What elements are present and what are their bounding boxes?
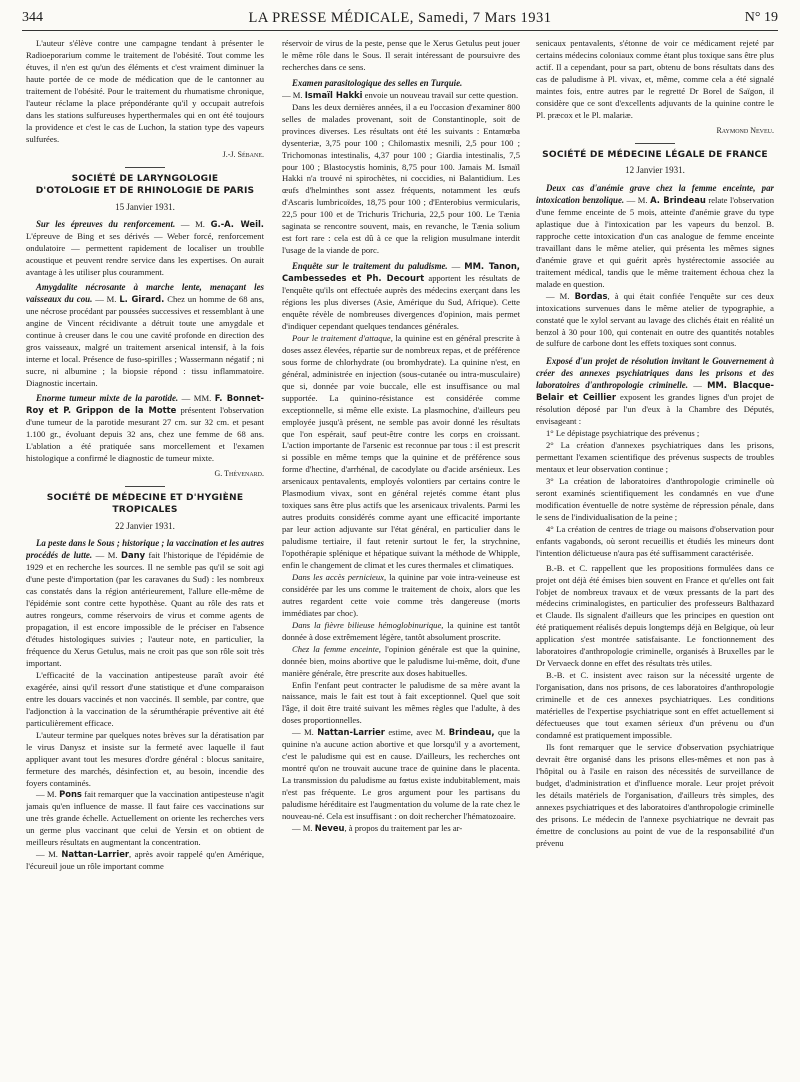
paragraph-text: la quinine par voie intra-veineuse est considérée par les uns comme le traitement de choix, alors que les autres regardent cette voie comme très dangereuse (morts immédiates par choc). xyxy=(282,571,520,618)
paragraph: — M. Nattan-Larrier, après avoir rappelé qu'en Amérique, l'écureuil joue un rôle important comme xyxy=(26,849,264,872)
article-text: Chez un homme de 68 ans, une nécrose procédant par poussées successives et ressemblant à une angine de Vincent récidivante a détruit toute une amygdale et continue à creuser dans le cou une cavité profonde en direction des gros vaisseaux, malgré un traitement arsenical intensif, à la fois interne et local. Présence de fuso-spirilles ; Wassermann négatif ; ni sucre, ni albumine ; la biopsie répond : tissu inflammatoire. Diagnostic incertain. xyxy=(26,294,264,388)
list-item: 4° La création de centres de triage ou maisons d'observation pour enfants vagabonds, où seront recueillis et étudiés les mineurs dont l'intention délictueuse n'aura pas été suffisamment caractérisée. xyxy=(536,523,774,558)
article: La peste dans le Sous ; historique ; la vaccination et les autres procédés de lutte. — M. Dany fait l'historique de l'épidémie de 1929 et en recherche les sources. Il ne semble pas qu'il se soit agi d'une peste d'importation (par les caravanes du Sud) : les nombreux cas constatés dans la région antérieurement, l'allure elle-même de l'épidémie sont contre cette hypothèse. Quant au rôle des rats et autres rongeurs, comme réservoirs de virus et comme agents de propagation, il est encore impossible de le préciser en l'absence d'études histologiques suivies ; l'auteur note, en particulier, la fréquence du Xerus Getulus, mais ne croit pas que son rôle soit très important. xyxy=(26,538,264,668)
section-heading-line: SOCIÉTÉ DE LARYNGOLOGIE xyxy=(71,173,219,184)
paragraph: — M. Bordas, à qui était confiée l'enquête sur ces deux intoxications survenues dans le même atelier de typographie, a constaté que le xylol servant au lavage des clichés était en réalité un benzol à 30 pour 100, qui contenait en outre des quantités notables de sulfure de carbone dont les effets toxiques sont connus. xyxy=(536,290,774,349)
issue-number: N° 19 xyxy=(744,10,778,25)
paragraph xyxy=(282,333,520,572)
paragraph: Ils font remarquer que le service d'observation psychiatrique devrait être organisé dans les prisons elles-mêmes et non pas à l'hôpital ou à l'asile en raison des nécessités de surveillance de budget, d'administration et d'influence morale. Leur projet prévoit les détails matériels de l'organisation, d'ailleurs très simples, des annexes psychiatriques et des laboratoires d'anthropologie criminelle des prisons. Le médecin de l'annexe psychiatrique ne devrait pas émettre de conclusions au point de vue de la responsabilité d'un prévenu xyxy=(536,741,774,848)
column-2 xyxy=(282,38,520,1074)
paragraph-lead: Dans les accès pernicieux, xyxy=(292,571,387,582)
signature: Raymond Neveu. xyxy=(716,125,774,135)
article-title: Examen parasitologique des selles en Turquie. xyxy=(292,77,463,88)
article: Deux cas d'anémie grave chez la femme enceinte, par intoxication benzolique. — M. A. Brindeau relate l'observation d'une femme enceinte de 5 mois, atteinte d'anémie grave du type aplastique due à l'intoxication par les vapeurs du benzol. B. rapproche cette intoxication d'un cas analogue de femme enceinte travaillant dans le même atelier, qui présenta les mêmes signes d'anémie grave et qui guérit après hystérectomie associée au traitement médical, tandis que le même traitement échoua chez la malade en question. xyxy=(536,183,774,289)
article-text: apportent les résultats de l'enquête qu'ils ont effectuée auprès des médecins exerçant dans les régions les plus diverses (Asie, Amérique du Sud, Afrique). Cette enquête révèle de nombreuses divergences d'opinion, mais permet d'indiquer cependant quelques tendances générales. xyxy=(282,273,520,331)
article-title: Amygdalite nécrosante à marche lente, menaçant les vaisseaux du cou. xyxy=(26,282,264,305)
paragraph-lead: Dans la fièvre bilieuse hémoglobinurique, xyxy=(292,619,444,630)
paragraph: — M. Pons fait remarquer que la vaccination antipesteuse n'agit jamais qu'en influence de masse. Il faut faire ces vaccinations sur une très grande échelle. Actuellement on oriente les recherches vers un germe plus vaccinant que celui de Yersin et on obtient de meilleurs résultats en augmentant la concentration. xyxy=(26,789,264,848)
paragraph: Dans les deux dernières années, il a eu l'occasion d'examiner 800 selles de malades provenant, soit de Constantinople, soit de provinces diverses. Les résultats ont été les suivants : Entamœba dysenteriæ, 3,75 pour 100 ; Chilomastix mesnili, 2,5 pour 100 ; Trichomonas intestinalis, 4,37 pour 100 ; Giardia intestinalis, 7,5 pour 100 ; Blastocystis hominis, 8,75 pour 100. Jamais M. Ismaïl Hakki n'a trouvé ni spirochètes, ni coccidies, ni Balantidium. Les œufs d'helminthes sont assez fréquents, notamment les œufs d'Ascaris lumbricoïdes, 18,75 pour 100 ; d'Enterobius vermicularis, 22,5 pour 100 et de Trichuris Trichuria, 22,5 pour 100. Le Tænia saginata se rencontre souvent, mais, en revanche, le Tænia solium est fort rare : cela est dû à ce que la religion musulmane interdit l'usage de la viande de porc. xyxy=(282,101,520,256)
author-names: F. Bonnet-Roy et P. Grippon de la Motte xyxy=(26,392,264,415)
article-text: L'épreuve de Bing et ses dérivés — Weber forcé, renforcement ondulatoire — permettent rapidement de localiser un troublle acoustique et peuvent rendre service dans les expertises. On aurait avantage à les utiliser plus couramment. xyxy=(26,231,264,278)
column-3 xyxy=(536,38,774,1074)
divider xyxy=(635,143,675,144)
section-heading-line: D'OTOLOGIE ET DE RHINOLOGIE DE PARIS xyxy=(35,186,255,197)
article-text: présentent l'observation d'une tumeur de la parotide mesurant 27 cm. sur 32 cm. et pesant 1.100 gr., évoluant depuis 32 ans, chez une femme de 68 ans. L'ablation a été pratiquée sans morcellement et l'examen histologique a confirmé le diagnostic de tumeur mixte. xyxy=(26,404,264,463)
divider xyxy=(125,167,165,168)
session-date: 22 Janvier 1931. xyxy=(115,520,175,531)
paragraph-text: l'opinion générale est que la quinine, donnée bien, moins abortive que le paludisme lui-même, doit, d'une manière générale, être prescrite aux doses habituelles. xyxy=(282,643,520,678)
paragraph-text: que la quinine n'a aucune action abortive et que lorsqu'il y a avortement, c'est le paludisme qui est en cause. D'ailleurs, les recherches ont montré qu'on ne trouvait aucune trace de quinine dans le placenta. La transmission du paludisme au fœtus existe indubitablement, mais n'est pas fréquente. Le gros argument pour les partisans du paludisme héréditaire est l'augmentation du volume de la rate chez le nouveau-né. Cela est insuffisant : on doit rechercher l'hématozoaire. xyxy=(282,727,520,821)
list-item: 3° La création de laboratoires d'anthropologie criminelle où seront examinés scientifiquement les condamnés en vue d'une modification éventuelle de notre système de répression pénale, dans le sens de l'individualisation de la peine ; xyxy=(536,475,774,522)
author-name: Nattan-Larrier xyxy=(317,727,385,738)
paragraph xyxy=(282,620,520,644)
paragraph xyxy=(282,572,520,620)
section-heading: SOCIÉTÉ DE MÉDECINE LÉGALE DE FRANCE xyxy=(542,149,768,160)
journal-title: LA PRESSE MÉDICALE, Samedi, 7 Mars 1931 xyxy=(248,10,552,26)
article: Sur les épreuves du renforcement. — M. G.-A. Weil. L'épreuve de Bing et ses dérivés — Weber forcé, renforcement ondulatoire — permettent rapidement de localiser un troublle acoustique et peuvent rendre service dans les expertises. On aurait avantage à les utiliser plus couramment. xyxy=(26,219,264,278)
paragraph: réservoir de virus de la peste, pense que le Xerus Getulus peut jouer le même rôle dans le Sous. Il serait intéressant de poursuivre des recherches dans ce sens. xyxy=(282,38,520,72)
article-title: Enquête sur le traitement du paludisme. xyxy=(292,261,448,272)
article-text: fait l'historique de l'épidémie de 1929 et en recherche les sources. Il ne semble pas qu'il se soit agi d'une peste d'importation (par les caravanes du Sud) : les nombreux cas constatés dans la région antérieurement, l'allure elle-même de l'épidémie sont contre cette hypothèse. Quant au rôle des rats et autres rongeurs, comme réservoirs de virus et comme agents de propagation, il est encore impossible de le préciser en l'absence d'études histologiques suivies ; l'auteur note, en particulier, la fréquence du Xerus Getulus, mais ne croit pas que son rôle soit très important. xyxy=(26,550,264,668)
author-name: Ismaïl Hakki xyxy=(304,89,363,100)
author-name: Neveu xyxy=(314,822,345,833)
paragraph-lead: Chez la femme enceinte, xyxy=(292,643,381,654)
author-name: Nattan-Larrier xyxy=(61,849,130,860)
author-name: G.-A. Weil. xyxy=(210,219,264,230)
article-text: relate l'observation d'une femme enceinte de 5 mois, atteinte d'anémie grave du type aplastique due à l'intoxication par les vapeurs du benzol. B. rapproche cette intoxication d'un cas analogue de femme enceinte travaillant dans le même atelier, qui présenta les mêmes signes d'anémie grave et qui guérit après hystérectomie associée au traitement médical, tandis que le même traitement échoua chez la malade en question. xyxy=(536,195,774,289)
article-text: envoie un nouveau travail sur cette question. xyxy=(364,89,519,100)
paragraph-text: la quinine est tantôt donnée à dose extrêmement légère, tantôt absolument proscrite. xyxy=(282,619,520,642)
author-name: Bordas xyxy=(574,290,608,301)
header-rule xyxy=(22,30,778,31)
section-heading: SOCIÉTÉ DE MÉDECINE ET D'HYGIÈNE TROPICALES xyxy=(46,492,244,515)
author-name: L. Girard. xyxy=(119,294,165,305)
author-name: Dany xyxy=(121,550,146,561)
paragraph-text: , à qui était confiée l'enquête sur ces deux intoxications survenues dans le même atelier de typographie, a constaté que le xylol servant au lavage des clichés était en réalité un benzol à 30 pour 100, qui contenait en outre des quantités notables de sulfure de carbone dont les effets toxiques sont connus. xyxy=(536,290,774,349)
author-name: Pons xyxy=(59,789,82,800)
list-item: 1° Le dépistage psychiatrique des prévenus ; xyxy=(546,428,700,439)
paragraph: L'auteur termine par quelques notes brèves sur la dératisation par le virus Danysz et insiste sur la fermeté avec laquelle il faut appliquer avant tout les mesures d'ordre général : blocus sanitaire, fermeture des marchés, désinfection et, au besoin, incendie des foyers contaminés. xyxy=(26,729,264,788)
article: Enquête sur le traitement du paludisme. — MM. Tanon, Cambessedes et Ph. Decourt apportent les résultats de l'enquête qu'ils ont effectuée auprès des médecins exerçant dans les régions les plus diverses (Asie, Amérique du Sud, Afrique). Cette enquête révèle de nombreuses divergences d'opinion, mais permet d'indiquer cependant quelques tendances générales. xyxy=(282,261,520,331)
session-date: 12 Janvier 1931. xyxy=(625,165,685,176)
paragraph: B.-B. et C. insistent avec raison sur la nécessité urgente de l'organisation, dans nos prisons, de ces laboratoires d'anthropologie criminelle et de ces annexes psychiatriques. Les conditions matérielles de l'expertise psychiatrique sont en effet actuellement si défectueuses que tout examen sérieux d'un prévenu ou d'un condamné est pratiquement impossible. xyxy=(536,670,774,740)
paragraph: Enfin l'enfant peut contracter le paludisme de sa mère avant la naissance, mais le fait est tout à fait exceptionnel. Quel que soit l'âge, il doit être traité suivant les mêmes règles que l'adulte, à des doses proportionnelles. xyxy=(282,679,520,726)
paragraph: B.-B. et C. rappellent que les propositions formulées dans ce projet ont déjà été émises bien souvent en France et qu'elles ont fait l'objet de nombreux travaux et de vœux pressants de la part des médecins criminalogistes, en particulier des professeurs Balthazard et Claude. Ils signalent d'ailleurs que les principes en question ont été pratiquement réalisés depuis longtemps déjà en Belgique, où leur application s'est montrée satisfaisante. Le fonctionnement des laboratoires d'anthropologie criminelle, organisés à Bruxelles par le Dr Vervaeck donne en effet des résultats très utiles. xyxy=(536,562,774,669)
paragraph-text: , après avoir rappelé qu'en Amérique, l'écureuil joue un rôle important comme xyxy=(26,849,264,872)
paragraph: L'auteur s'élève contre une campagne tendant à présenter le Radioeporarium comme le traitement de l'obésité. Tout comme les étuves, il n'en est qu'un des éléments et c'est vraiment diminuer la haute portée de ce mode de médication que de le cantonner au traitement de l'obésité. Pour le traitement du rhumatisme chronique, l'auteur réclame la place prépondérante qu'il y occupait autrefois dans les stations sulfureuses hyperthermales qui en ont été toujours la providence et c'est le cas de Luchon, la station type des vapeurs sulfurées. xyxy=(26,38,264,144)
author-names: MM. Tanon, Cambessedes et Ph. Decourt xyxy=(282,261,520,284)
article: Enorme tumeur mixte de la parotide. — MM. F. Bonnet-Roy et P. Grippon de la Motte présentent l'observation d'une tumeur de la parotide mesurant 27 cm. sur 32 cm. et pesant 1.100 gr., évoluant depuis 32 ans, chez une femme de 68 ans. L'ablation a été pratiquée sans morcellement et l'examen histologique a confirmé le diagnostic de tumeur mixte. xyxy=(26,392,264,463)
paragraph-text: fait remarquer que la vaccination antipesteuse n'agit jamais qu'en influence de masse. Il faut faire ces vaccinations sur une très grande échelle. Actuellement on oriente les recherches vers un germe plus vaccinant que celui de Yersin et on obtient de meilleurs résultats en augmentant la concentration. xyxy=(26,789,264,848)
paragraph: — M. Neveu, à propos du traitement par les ar- xyxy=(292,822,463,833)
paragraph-lead: Pour le traitement d'attaque, xyxy=(292,332,393,343)
article-title: La peste dans le Sous ; historique ; la vaccination et les autres procédés de lutte. xyxy=(26,538,264,561)
paragraph-text: la quinine est en général prescrite à doses assez élevées, répartie sur de nombreux repas, et de préférence sous forme de chlorhydrate (ou bromhydrate). La quinine n'est, en général, administrée en injection (sous-cutanée ou intra-musculaire) que si, donnée par voie buccale, elle est insuffisance ou mal supportée. La quinino-résistance est considérée comme exceptionnelle, si même elle existe. La plasmochine, d'ailleurs peu employée jusqu'à présent, ne semble pas avoir donné les résultats que l'on espérait, sauf peut-être contre les corps en croissant. L'action importante de l'arsenic est reconnue par tous : il est prescrit si possible en même temps que la quinine et de préférence sous forme d'hectine, d'arrhénal, de cacodylate ou d'acide arsénieux. Les arsenicaux pentavalents, employés volontiers par certains contre le Plasmodium vivax, sont en général rejetés comme étant plus toxiques sans être plus actifs que les arsenicaux trivalents. Parmi les autres produits considérés comme ayant une efficacité importante par leur action adjuvante sur l'état général, en particulier dans le paludisme tertiaire, il faut retenir surtout le fer, la strychnine, l'opothérapie splénique et hépatique suivant la méthode de Whipple, enfin le changement de climat et les cures thermales et climatiques. xyxy=(282,332,520,570)
paragraph: — M. Nattan-Larrier estime, avec M. Brindeau, que la quinine n'a aucune action abortive et que lorsqu'il y a avortement, c'est le paludisme qui est en cause. D'ailleurs, les recherches ont montré qu'on ne trouvait aucune trace de quinine dans le placenta. La transmission du paludisme au fœtus existe indubitablement, mais n'est pas fréquente. Le gros argument pour les partisans du paludisme héréditaire est l'augmentation du volume de la rate chez le nouveau-né. Cela est insuffisant : on doit rechercher l'hématozoaire. xyxy=(282,727,520,821)
list-item: 2° La création d'annexes psychiatriques dans les prisons, permettant l'examen scientifique des prévenus suspects de troubles mentaux et leur observation continue ; xyxy=(536,440,774,474)
running-header xyxy=(22,8,778,30)
page-number: 344 xyxy=(22,10,43,25)
article-title: Deux cas d'anémie grave chez la femme enceinte, par intoxication benzolique. xyxy=(536,183,774,206)
section-heading xyxy=(26,173,264,198)
article-text: exposent les grandes lignes d'un projet de résolution déposé par l'un d'eux à la Chambre des Députés, envisageant : xyxy=(536,392,774,427)
session-date: 15 Janvier 1931. xyxy=(115,201,175,212)
article-title: Exposé d'un projet de résolution invitant le Gouvernement à créer des annexes psychiatriques dans les prisons et des laboratoires d'anthropologie criminelle. xyxy=(536,356,774,391)
signature: G. Thévenard. xyxy=(214,468,264,478)
paragraph: L'efficacité de la vaccination antipesteuse paraît avoir été exagérée, ainsi qu'il ressort d'une statistique et d'une comparaison entre les douars vaccinés et non vaccinés. Il semble, par contre, que l'adjonction à la vaccination de la sérumthérapie préventive ait été particulièrement efficace. xyxy=(26,669,264,728)
column-1 xyxy=(26,38,264,1074)
author-names: MM. Blacque-Belair et Ceillier xyxy=(536,380,774,403)
article: Amygdalite nécrosante à marche lente, menaçant les vaisseaux du cou. — M. L. Girard. Chez un homme de 68 ans, une nécrose procédant par poussées successives et ressemblant à une angine de Vincent récidivante a détruit toute une amygdale et continue à creuser dans le cou une cavité profonde en direction des gros vaisseaux, malgré un traitement arsenical intensif, à la fois interne et local. Présence de fuso-spirilles ; Wassermann négatif ; ni sucre, ni albumine ; la biopsie répond : tissu inflammatoire. Diagnostic incertain. xyxy=(26,282,264,388)
paragraph xyxy=(282,644,520,680)
article: Examen parasitologique des selles en Turquie. — M. Ismaïl Hakki envoie un nouveau travail sur cette question. xyxy=(282,77,519,100)
paragraph-text: estime, avec M. xyxy=(388,727,446,738)
article-title: Enorme tumeur mixte de la parotide. xyxy=(36,392,179,403)
author-name: Brindeau, xyxy=(448,727,495,738)
paragraph: senicaux pentavalents, s'étonne de voir ce médicament rejeté par certains médecins coloniaux comme étant plus toxique sans être plus actif. Il a cependant, pour sa part, obtenu de bons résultats dans des cas de paludisme à Pl. vivax, et, même, comme cela a été signalé maintes fois, entre autres par le regretté Dr Borel de Saïgon, il considère que ce sont d'excellents adjuvants de la quinine contre le Pl. præcox et le Pl. malariæ. xyxy=(536,38,774,120)
signature: J.-J. Sébane. xyxy=(222,149,264,159)
author-name: A. Brindeau xyxy=(650,195,706,206)
article-title: Sur les épreuves du renforcement. xyxy=(36,219,176,230)
article: Exposé d'un projet de résolution invitant le Gouvernement à créer des annexes psychiatriques dans les prisons et des laboratoires d'anthropologie criminelle. — MM. Blacque-Belair et Ceillier exposent les grandes lignes d'un projet de résolution déposé par l'un d'eux à la Chambre des Députés, envisageant : xyxy=(536,356,774,427)
paragraph-text: , à propos du traitement par les ar- xyxy=(344,822,463,833)
divider xyxy=(125,486,165,487)
